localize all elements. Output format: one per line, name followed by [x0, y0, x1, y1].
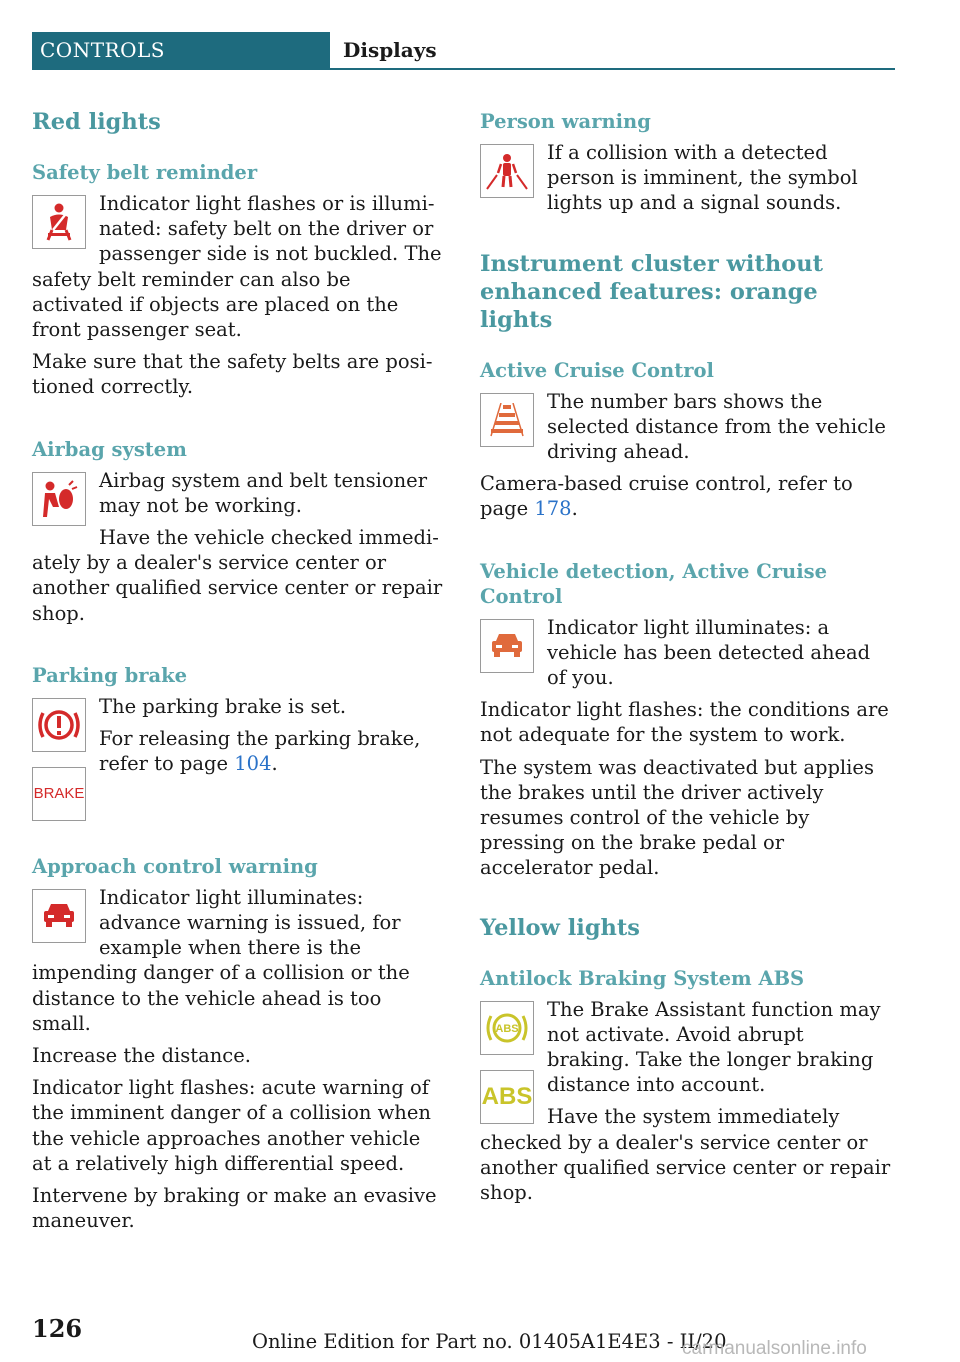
heading-yellow-lights: Yellow lights	[480, 914, 640, 941]
abs-text-icon	[480, 1070, 534, 1124]
abs-text-1: The Brake Assistant function may not activate. Avoid abrupt braking. Take the longer braking distance into account.	[547, 997, 881, 1097]
approach-warning-car-icon	[32, 889, 86, 943]
acc-ref-text: Camera-based cruise control, refer to page	[480, 472, 853, 521]
heading-person-warning: Person warning	[480, 110, 651, 133]
vehicle-detected-car-icon	[480, 619, 534, 673]
parking-brake-ref-text: For releasing the parking brake, refer to page	[99, 727, 421, 776]
abs-text-2: Have the system immediately checked by a dealer's service center or another qualified service center or repair shop.	[480, 1105, 891, 1205]
heading-active-cruise-control: Active Cruise Control	[480, 358, 714, 382]
airbag-text-1: Airbag system and belt tensioner may not be working.	[99, 468, 428, 517]
brake-text-icon	[32, 767, 86, 821]
vehicle-detection-text-2: Indicator light flashes: the conditions are not adequate for the system to work.	[480, 698, 889, 747]
heading-approach-control: Approach control warning	[32, 854, 318, 878]
seatbelt-warning-icon	[32, 195, 86, 249]
acc-ref-end: .	[571, 497, 578, 521]
header-section-label: CONTROLS	[40, 38, 165, 62]
heading-red-lights: Red lights	[32, 109, 161, 135]
watermark: carmanualsonline.info	[682, 1338, 867, 1359]
approach-text-3: Indicator light flashes: acute warning of the imminent danger of a collision when the vehicle approaches another vehicle at a relatively high differential speed.	[32, 1076, 431, 1175]
heading-abs: Antilock Braking System ABS	[480, 966, 805, 990]
page-number: 126	[32, 1314, 83, 1343]
airbag-warning-icon	[32, 472, 86, 526]
page-link-178[interactable]: 178	[534, 497, 572, 521]
header-section-tab	[32, 32, 330, 70]
parking-brake-ref-end: .	[271, 752, 278, 776]
brake-icon-label: BRAKE	[33, 785, 85, 803]
approach-text-2: Increase the distance.	[32, 1044, 251, 1068]
safety-belt-text-2: Make sure that the safety belts are positioned correctly.	[32, 350, 433, 399]
distance-bars-icon	[480, 393, 534, 447]
heading-orange-lights: Instrument cluster without enhanced features: orange lights	[480, 250, 823, 333]
heading-vehicle-detection: Vehicle detection, Active Cruise Control	[480, 559, 828, 608]
parking-brake-text-1: The parking brake is set.	[99, 694, 347, 718]
acc-text-2	[480, 471, 892, 521]
page-link-104[interactable]: 104	[234, 752, 272, 776]
heading-airbag: Airbag system	[32, 437, 187, 461]
heading-safety-belt: Safety belt reminder	[32, 161, 258, 184]
footer-edition: Online Edition for Part no. 01405A1E4E3 - II/20	[252, 1330, 727, 1353]
abs-circle-icon	[480, 1001, 534, 1055]
header-rule	[330, 68, 895, 70]
right-column	[480, 100, 892, 1205]
left-column	[32, 100, 444, 1233]
svg-text:ABS: ABS	[495, 1022, 519, 1035]
safety-belt-text-1: Indicator light flashes or is illuminated: safety belt on the driver or passenger side is not buckled. The safety belt reminder can also be activated if objects are placed on the front passenger seat.	[32, 192, 442, 342]
person-warning-icon	[480, 144, 534, 198]
approach-text-1: Indicator light illuminates: advance warning is issued, for example when there is the impending danger of a collision or the distance to the vehicle ahead is too small.	[32, 885, 410, 1035]
vehicle-detection-text-1: Indicator light illuminates: a vehicle has been detected ahead of you.	[547, 615, 871, 690]
abs-icon-label: ABS	[481, 1083, 533, 1111]
header-title: Displays	[343, 38, 437, 62]
approach-text-4: Intervene by braking or make an evasive maneuver.	[32, 1184, 437, 1233]
parking-brake-icon	[32, 698, 86, 752]
vehicle-detection-text-3: The system was deactivated but applies the brakes until the driver actively resumes control of the vehicle by pressing on the brake pedal or accelerator pedal.	[480, 755, 874, 880]
heading-parking-brake: Parking brake	[32, 663, 188, 687]
airbag-text-2: Have the vehicle checked immediately by a dealer's service center or another qualified service center or repair shop.	[32, 526, 443, 625]
person-warning-text: If a collision with a detected person is imminent, the symbol lights up and a signal sounds.	[547, 141, 858, 215]
acc-text-1: The number bars shows the selected distance from the vehicle driving ahead.	[547, 389, 886, 464]
